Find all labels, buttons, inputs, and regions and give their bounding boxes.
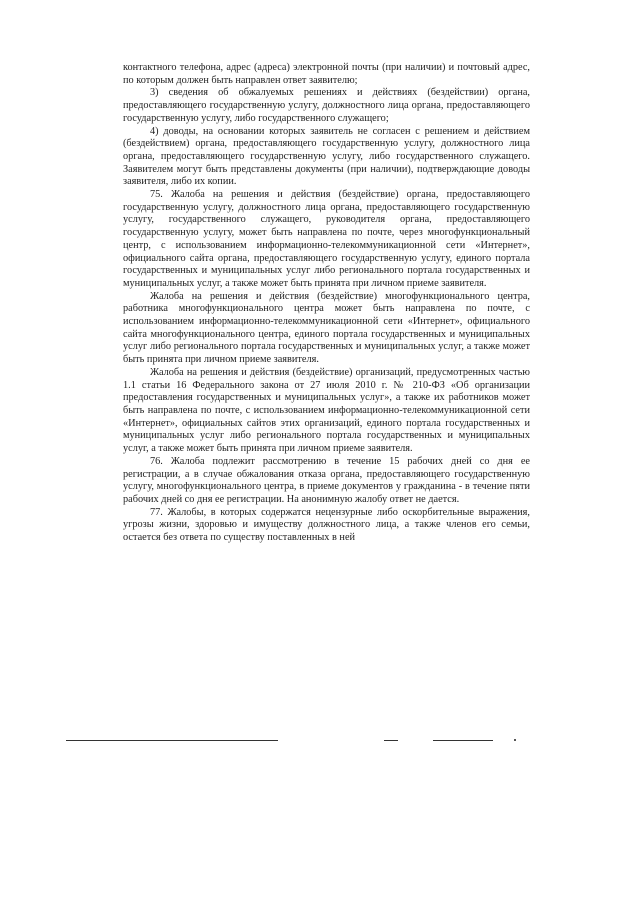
document-page	[123, 62, 530, 545]
paragraph-75: 75. Жалоба на решения и действия (бездействие) органа, предоставляющего государственную услугу, должностного лица органа, предоставляющего государственную услугу, государственного служащего, руководителя органа, предоставляющего государственную услугу, может быть направлена по почте, через многофункциональный центр, с использованием информационно-телекоммуникационной сети «Интернет», официального сайта органа, предоставляющего государственную услугу, единого портала государственных и муниципальных услуг либо регионального портала государственных и муниципальных услуг, а также может быть принята при личном приеме заявителя.	[123, 189, 530, 289]
footer-rule-right	[433, 740, 493, 741]
footer-rule-short	[384, 740, 398, 741]
footer-rule-left	[66, 740, 278, 741]
footer-rules	[0, 740, 640, 746]
paragraph-76: 76. Жалоба подлежит рассмотрению в течение 15 рабочих дней со дня ее регистрации, а в случае обжалования отказа органа, предоставляющего государственную услугу, многофункционального центра, в приеме документов у гражданина - в течение пяти рабочих дней со дня ее регистрации. На анонимную жалобу ответ не дается.	[123, 455, 530, 505]
footer-dot	[514, 739, 516, 741]
paragraph-mfc-complaint: Жалоба на решения и действия (бездействие) многофункционального центра, работника многофункционального центра может быть направлена по почте, с использованием информационно-телекоммуникационной сети «Интернет», официального сайта многофункционального центра, единого портала государственных и муниципальных услуг либо регионального портала государственных и муниципальных услуг, а также может быть принята при личном приеме заявителя.	[123, 290, 530, 366]
paragraph-organizations-complaint: Жалоба на решения и действия (бездействие) организаций, предусмотренных частью 1.1 статьи 16 Федерального закона от 27 июля 2010 г. № 210-ФЗ «Об организации предоставления государственных и муниципальных услуг», а также их работников может быть направлена по почте, с использованием информационно-телекоммуникационной сети «Интернет», официальных сайтов этих организаций, единого портала государственных и муниципальных услуг либо регионального портала государственных и муниципальных услуг, а также может быть принята при личном приеме заявителя.	[123, 366, 530, 455]
paragraph-item-4: 4) доводы, на основании которых заявитель не согласен с решением и действием (бездействием) органа, предоставляющего государственную услугу, должностного лица органа, предоставляющего государственную услугу, либо государственного служащего. Заявителем могут быть представлены документы (при наличии), подтверждающие доводы заявителя, либо их копии.	[123, 125, 530, 188]
paragraph-77: 77. Жалобы, в которых содержатся нецензурные либо оскорбительные выражения, угрозы жизни, здоровью и имуществу должностного лица, а также членов его семьи, остается без ответа по существу поставленных в ней	[123, 506, 530, 544]
paragraph-item-3: 3) сведения об обжалуемых решениях и действиях (бездействии) органа, предоставляющего государственную услугу, должностного лица органа, предоставляющего государственную услугу, либо государственного служащего;	[123, 87, 530, 124]
paragraph-address-continuation: контактного телефона, адрес (адреса) электронной почты (при наличии) и почтовый адрес, по которым должен быть направлен ответ заявителю;	[123, 62, 530, 86]
